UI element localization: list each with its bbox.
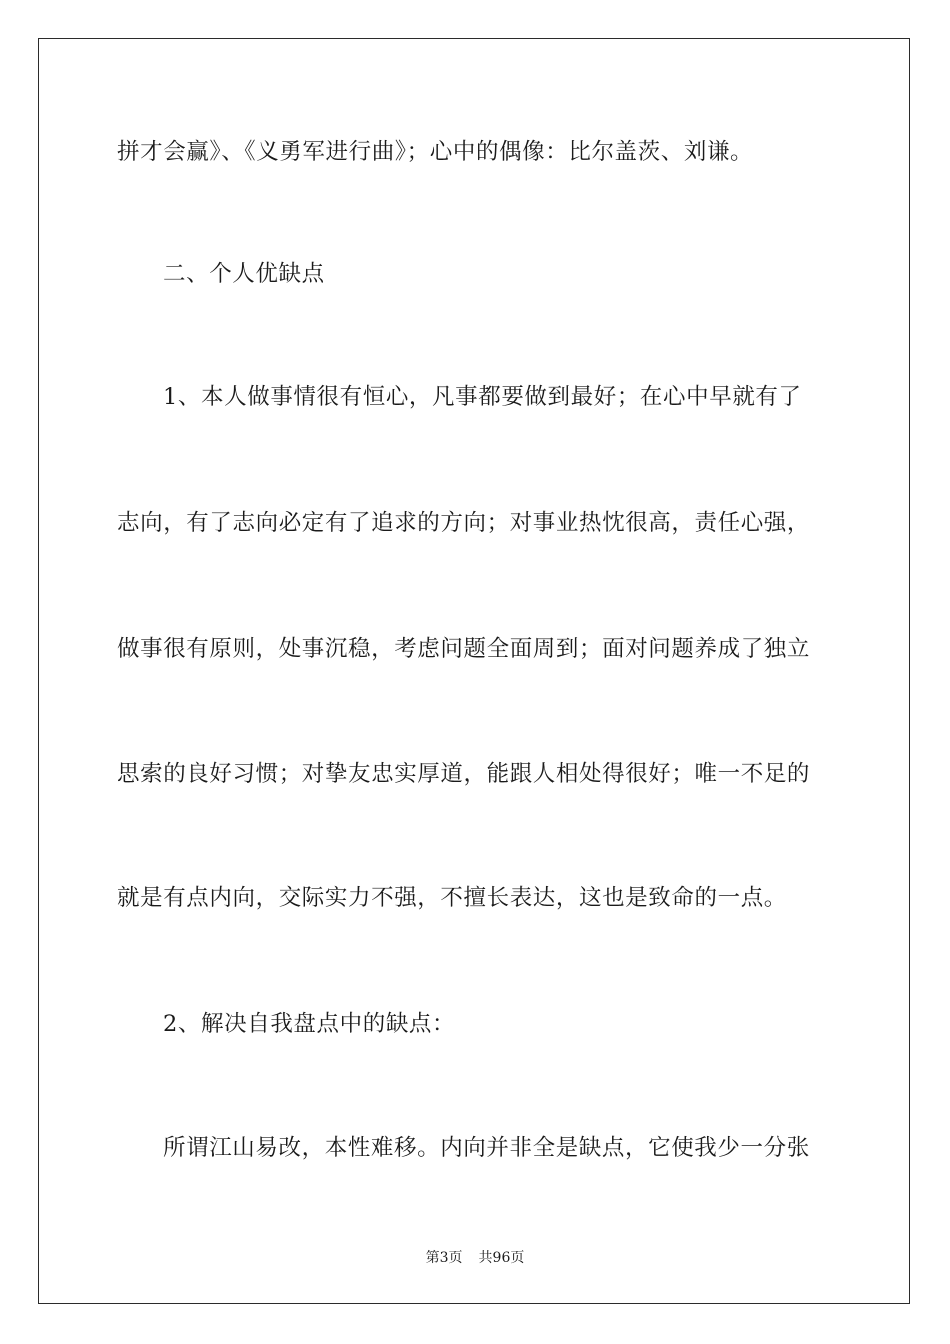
section-heading: 二、个人优缺点	[163, 261, 325, 287]
text-line-1: 拼才会赢》、《义勇军进行曲》；心中的偶像：比尔盖茨、刘谦。	[117, 139, 754, 165]
text-line-4: 志向，有了志向必定有了追求的方向；对事业热忱很高，责任心强，	[117, 510, 811, 536]
text-line-5: 做事很有原则，处事沉稳，考虑问题全面周到；面对问题养成了独立	[117, 636, 811, 662]
page-border	[38, 38, 910, 1304]
subsection-heading: 2、解决自我盘点中的缺点：	[163, 1011, 456, 1037]
text-line-7: 就是有点内向，交际实力不强，不擅长表达，这也是致命的一点。	[117, 885, 787, 911]
text-line-9: 所谓江山易改，本性难移。内向并非全是缺点，它使我少一分张	[163, 1135, 810, 1161]
text-line-6: 思索的良好习惯；对挚友忠实厚道，能跟人相处得很好；唯一不足的	[117, 761, 811, 787]
text-line-3: 1、本人做事情很有恒心，凡事都要做到最好；在心中早就有了	[163, 384, 802, 410]
page-number: 第3页	[425, 1250, 463, 1266]
page-footer	[0, 1248, 950, 1268]
page-total: 共96页	[478, 1250, 525, 1266]
